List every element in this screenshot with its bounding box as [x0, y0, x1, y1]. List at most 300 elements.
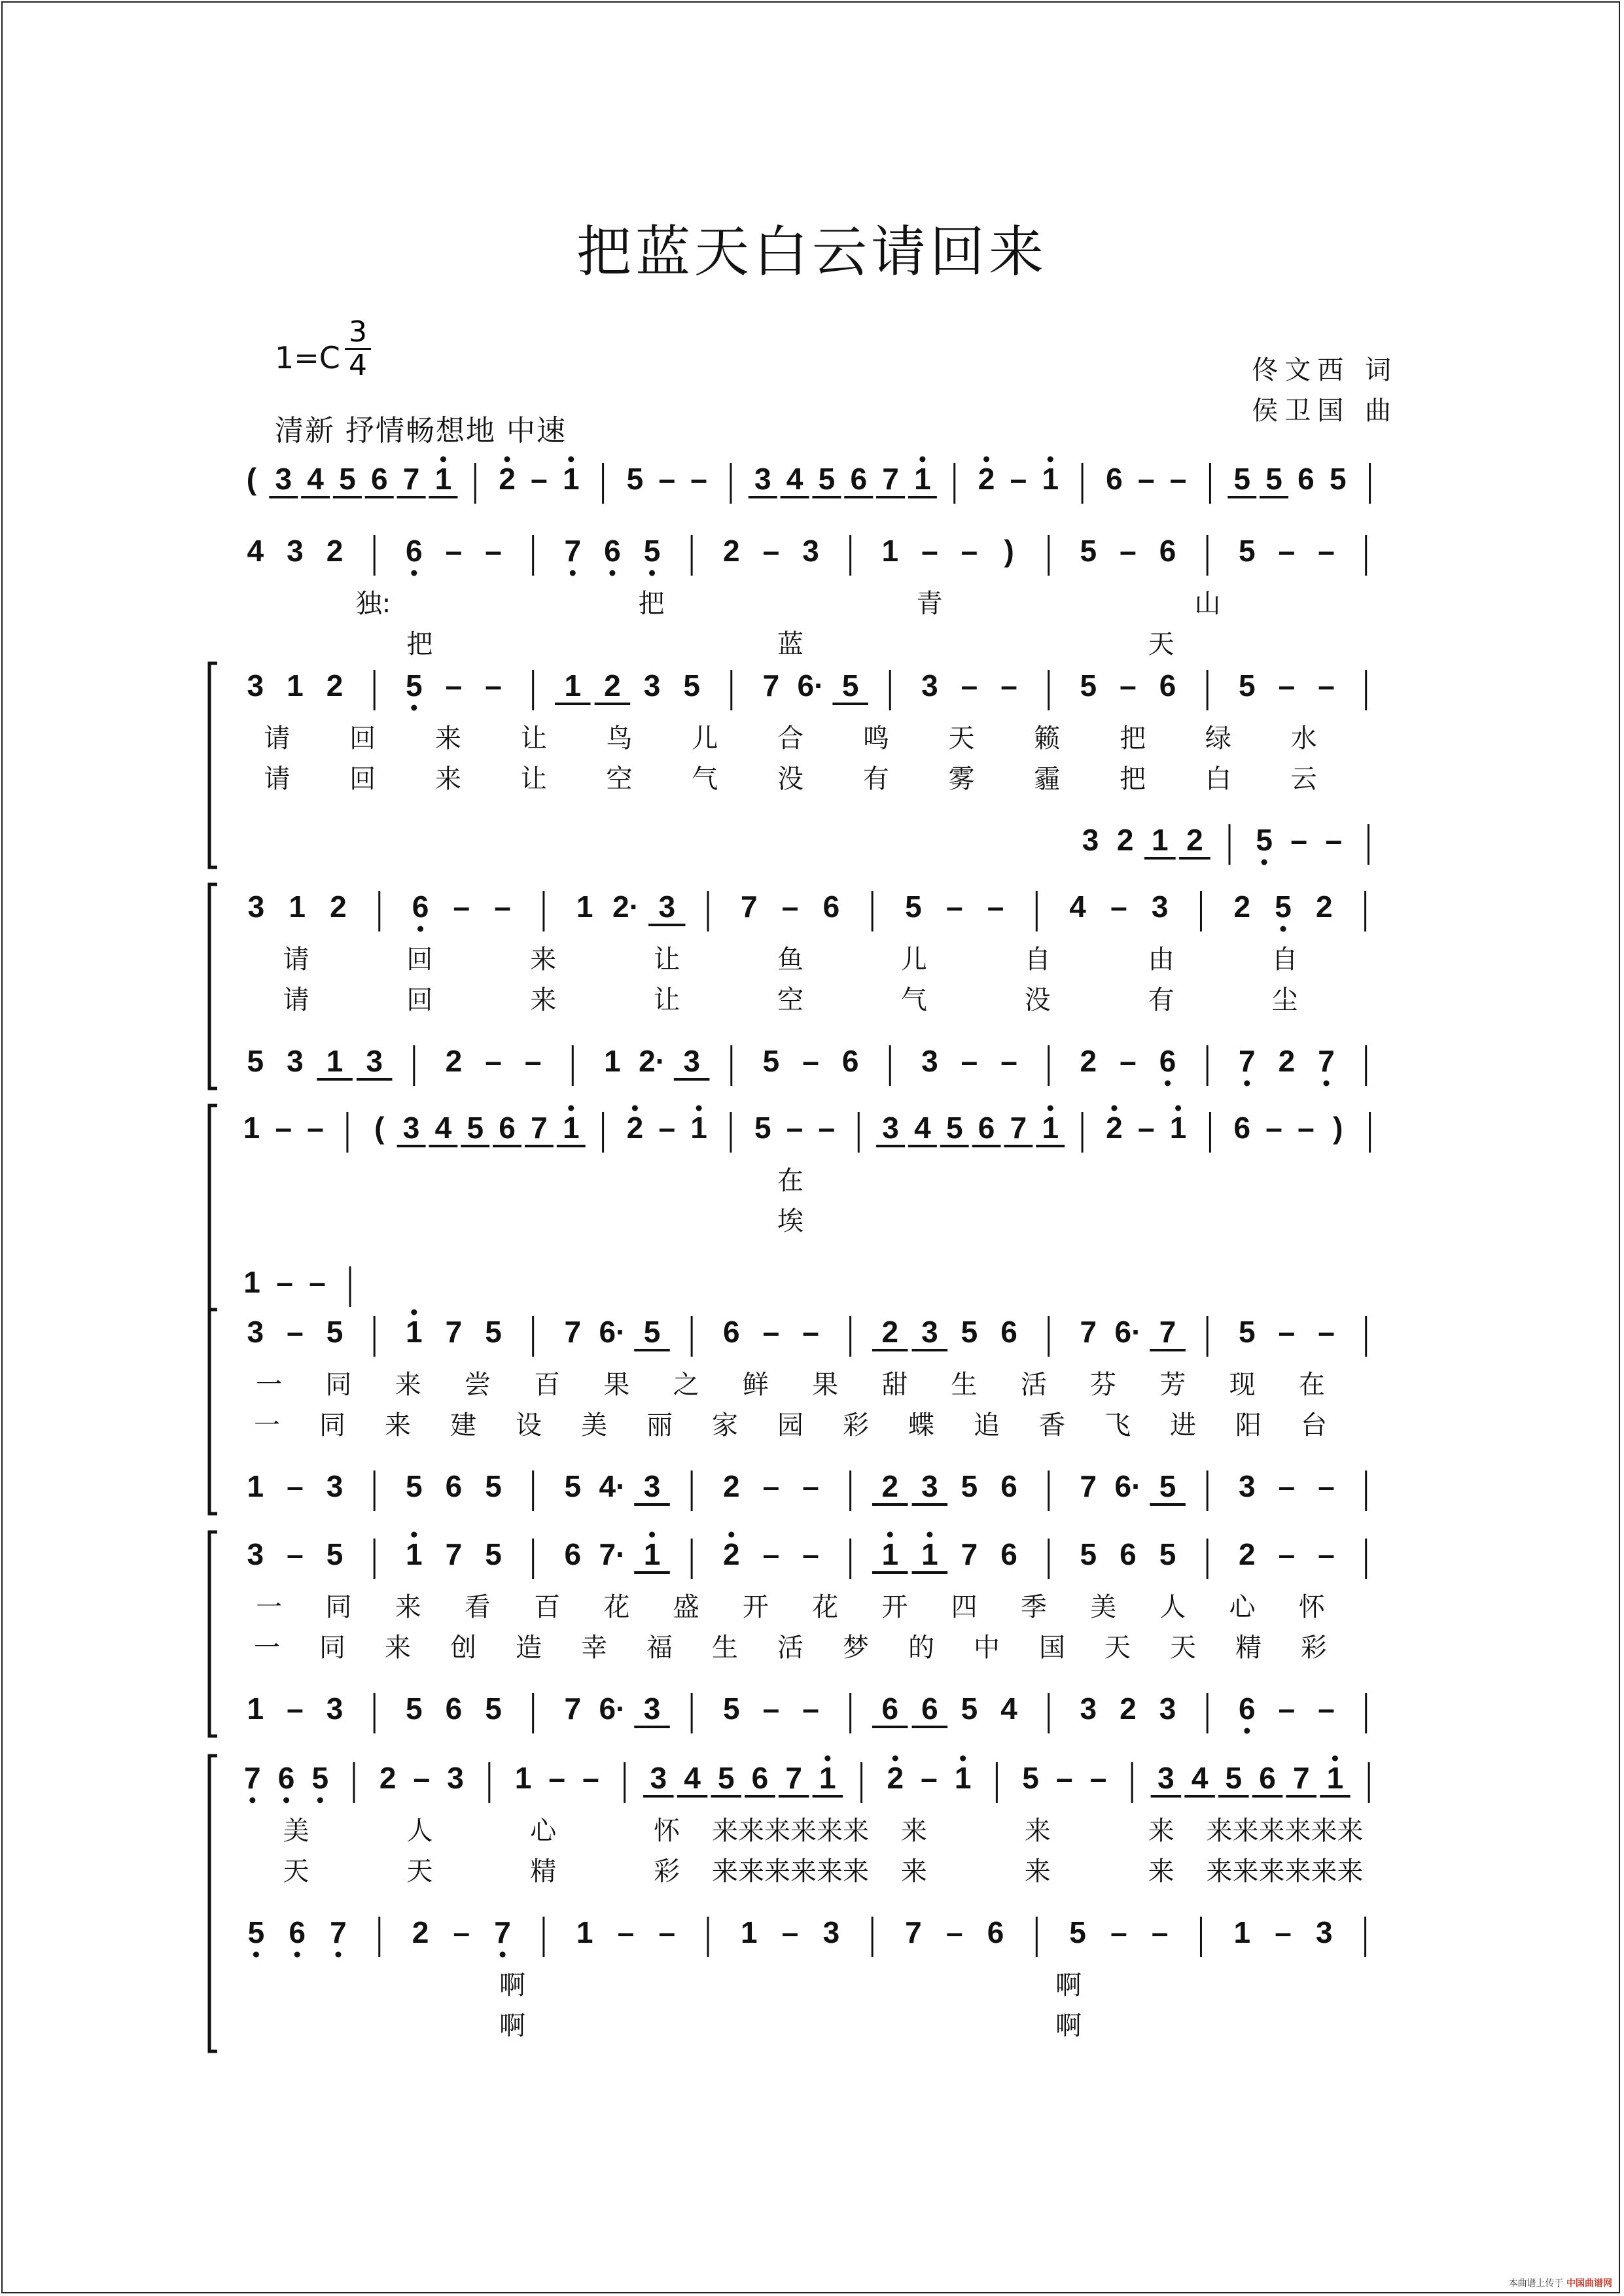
note: 6 [405, 534, 423, 568]
dash-symbol: – [921, 1761, 938, 1795]
lyric-text: 人 [406, 1816, 433, 1846]
dash-symbol: – [921, 534, 938, 568]
note: 5 [961, 1692, 978, 1726]
note: 4 [1000, 1692, 1017, 1726]
lyric-text: 自 [1271, 945, 1298, 975]
lyric-text: 进 [1170, 1410, 1196, 1440]
dash-symbol: – [658, 1111, 676, 1145]
note: 2 [604, 669, 621, 703]
note: 2· [612, 890, 639, 924]
octave-up-dot [927, 1532, 932, 1538]
dash-symbol: – [1120, 534, 1137, 568]
note: 5 [564, 1469, 582, 1503]
dash-symbol: – [1010, 462, 1027, 496]
dash-symbol: – [1278, 1315, 1296, 1349]
note: 5 [247, 1915, 265, 1949]
dash-symbol: – [617, 1915, 635, 1949]
octave-down-dot [1280, 926, 1286, 932]
lyric-text: 来 [385, 1633, 411, 1663]
lyric-text: 彩 [843, 1410, 869, 1440]
lyric-text: 台 [1301, 1410, 1327, 1440]
note: 5 [326, 1315, 344, 1349]
dash-symbol: – [802, 1537, 819, 1571]
note: 6· [599, 1692, 626, 1726]
note: 6 [1259, 1761, 1276, 1795]
lyric-text: 来 [1024, 1856, 1051, 1887]
lyric-text: 鲜 [742, 1370, 769, 1400]
note: 1 [914, 462, 931, 496]
note: 1 [604, 1044, 621, 1078]
dash-symbol: – [1318, 1315, 1335, 1349]
octave-up-dot [568, 457, 574, 462]
lyric-text: 来来来来来来 [1206, 1856, 1364, 1887]
lyric-text: 来 [385, 1410, 411, 1440]
lyric-text: 云 [1290, 764, 1317, 794]
dash-symbol: – [287, 1692, 304, 1726]
dash-symbol: – [762, 1537, 780, 1571]
lyric-text: 请 [283, 985, 309, 1015]
time-signature-bottom: 4 [349, 349, 367, 382]
lyric-text: 建 [450, 1410, 476, 1440]
note: 6 [978, 1111, 995, 1145]
note: 3 [643, 1692, 661, 1726]
note: 1 [1233, 1915, 1251, 1949]
note: 6 [751, 1761, 769, 1795]
lyric-text: 来 [1148, 1816, 1174, 1846]
lyric-text: 天 [1170, 1633, 1196, 1663]
lyric-text: 啊 [499, 1970, 525, 2000]
note: 5 [1256, 823, 1273, 857]
note: 5 [1239, 669, 1256, 703]
note: 3 [247, 890, 265, 924]
dash-symbol: – [945, 890, 963, 924]
note: 2 [1120, 1692, 1137, 1726]
dash-symbol: – [802, 1044, 819, 1078]
note: 1 [881, 534, 899, 568]
note: 5 [405, 669, 423, 703]
lyric-text: 香 [1039, 1410, 1065, 1440]
lyric-text: 美 [1090, 1592, 1117, 1622]
note: 7 [330, 1915, 347, 1949]
dash-symbol: – [1290, 823, 1308, 857]
dash-symbol: – [309, 1265, 326, 1299]
dash-symbol: – [453, 1915, 470, 1949]
dash-symbol: – [961, 1044, 978, 1078]
octave-down-dot [283, 1798, 289, 1803]
lyric-text: 埃 [777, 1206, 803, 1236]
note: 5 [762, 1044, 780, 1078]
lyric-text: 霾 [1034, 764, 1061, 794]
lyric-text: 没 [777, 764, 803, 794]
lyric-text: 美 [581, 1410, 607, 1440]
note: 3 [802, 534, 819, 568]
dash-symbol: – [1318, 534, 1335, 568]
lyric-text: 中 [974, 1633, 1000, 1663]
note: 3 [1159, 1692, 1176, 1726]
note: 3 [643, 669, 661, 703]
note: 2 [722, 1469, 740, 1503]
lyric-text: 幸 [581, 1633, 607, 1663]
note: 3 [1082, 823, 1099, 857]
lyric-text: 天 [406, 1856, 433, 1887]
footer-text: 本曲谱上传于 [1508, 2278, 1564, 2289]
note: 2 [1239, 1537, 1256, 1571]
lyric-text: 设 [516, 1410, 542, 1440]
lyric-text: 回 [406, 985, 433, 1015]
octave-down-dot [317, 1798, 323, 1803]
paren-symbol: ) [1004, 534, 1014, 568]
dash-symbol: – [1318, 1469, 1335, 1503]
note: 5 [1233, 462, 1251, 496]
note: 7 [785, 1761, 802, 1795]
note: 7 [882, 462, 899, 496]
dash-symbol: – [1151, 1915, 1169, 1949]
note: 3 [366, 1044, 383, 1078]
lyric-text: 回 [349, 723, 376, 754]
note: 1 [643, 1537, 661, 1571]
note: 6 [921, 1692, 938, 1726]
dash-symbol: – [762, 1469, 780, 1503]
dash-symbol: – [485, 1044, 502, 1078]
note: 5 [311, 1761, 329, 1795]
octave-up-dot [887, 1532, 893, 1538]
lyric-text: 同 [325, 1592, 352, 1622]
note: 1 [741, 1915, 758, 1949]
note: 7 [1080, 1469, 1097, 1503]
note: 5 [1239, 1315, 1256, 1349]
lyric-text: 四 [951, 1592, 978, 1622]
note: 3 [921, 1469, 938, 1503]
lyric-text: 水 [1290, 723, 1317, 754]
note: 6· [1114, 1315, 1142, 1349]
octave-down-dot [609, 570, 615, 576]
note: 3 [643, 1469, 661, 1503]
octave-up-dot [892, 1756, 898, 1762]
note: 5 [841, 669, 859, 703]
note: 2 [1106, 1111, 1123, 1145]
lyric-text: 的 [908, 1633, 934, 1663]
lyric-text: 百 [534, 1592, 561, 1622]
note: 3 [1157, 1761, 1174, 1795]
lyric-text: 天 [1104, 1633, 1131, 1663]
octave-up-dot [1048, 1105, 1053, 1111]
dash-symbol: – [961, 669, 978, 703]
octave-up-dot [411, 1310, 417, 1315]
note: 5 [818, 462, 836, 496]
note: 3 [650, 1761, 667, 1795]
note: 7 [445, 1315, 463, 1349]
note: 2 [887, 1761, 904, 1795]
note: 7 [445, 1537, 463, 1571]
dash-symbol: – [818, 1111, 836, 1145]
lyric-text: 让 [654, 985, 680, 1015]
note: 2 [330, 890, 347, 924]
note: 7 [1292, 1761, 1310, 1795]
note: 5 [1069, 1915, 1086, 1949]
octave-down-dot [411, 705, 417, 711]
lyric-text: 把 [1120, 764, 1146, 794]
note: 5 [1080, 534, 1097, 568]
note: 2 [1080, 1044, 1097, 1078]
note: 6 [1233, 1111, 1251, 1145]
note: 5 [683, 669, 700, 703]
dash-symbol: – [945, 1915, 963, 1949]
note: 3 [326, 1692, 344, 1726]
note: 4 [1191, 1761, 1209, 1795]
lyric-text: 芬 [1090, 1370, 1117, 1400]
lyric-text: 尘 [1271, 985, 1298, 1015]
dash-symbol: – [1318, 1692, 1335, 1726]
dash-symbol: – [1110, 890, 1127, 924]
note: 3 [402, 1111, 420, 1145]
note: 5 [1225, 1761, 1243, 1795]
lyric-text: 飞 [1104, 1410, 1131, 1440]
octave-down-dot [294, 1952, 300, 1958]
dash-symbol: – [1275, 1915, 1292, 1949]
dash-symbol: – [802, 1692, 819, 1726]
note: 5 [905, 890, 922, 924]
octave-up-dot [1111, 1105, 1117, 1111]
note: 6 [412, 890, 429, 924]
lyric-text: 来来来来来来 [1206, 1816, 1364, 1846]
lyric-text: 把 [1120, 723, 1146, 754]
lyric-text: 生 [951, 1370, 978, 1400]
note: 1 [576, 890, 593, 924]
note: 2 [1278, 1044, 1296, 1078]
note: 7 [564, 1692, 582, 1726]
lyric-text: 来 [900, 1816, 927, 1846]
note: 2 [978, 462, 995, 496]
note: 3 [921, 669, 938, 703]
note: 3 [247, 1537, 264, 1571]
lyric-text: 天 [283, 1856, 309, 1887]
lyric-text: 来 [530, 985, 557, 1015]
dash-symbol: – [1110, 1915, 1127, 1949]
note: 4 [684, 1761, 701, 1795]
note: 6 [277, 1761, 295, 1795]
note: 5 [1239, 534, 1256, 568]
octave-up-dot [1048, 457, 1053, 462]
dash-symbol: – [445, 669, 463, 703]
dash-symbol: – [802, 1469, 819, 1503]
note: 6· [797, 669, 824, 703]
note: 2 [1116, 823, 1134, 857]
note: 7 [741, 890, 758, 924]
note: 4 [786, 462, 803, 496]
lyric-text: 啊 [1055, 1970, 1082, 2000]
note: 1 [1042, 1111, 1059, 1145]
note: 6 [499, 1111, 516, 1145]
octave-down-dot [649, 570, 655, 576]
lyric-text: 美 [283, 1816, 309, 1846]
lyric-text: 一 [256, 1370, 283, 1400]
dash-symbol: – [287, 1469, 304, 1503]
lyric-text: 福 [646, 1633, 673, 1663]
note: 5 [405, 1469, 423, 1503]
dash-symbol: – [961, 534, 978, 568]
lyric-text: 雾 [948, 764, 975, 794]
note: 5 [485, 1469, 502, 1503]
note: 6 [722, 1315, 740, 1349]
note: 5 [722, 1692, 740, 1726]
upload-footer [1509, 2276, 1612, 2289]
lyric-text: 天 [948, 723, 975, 754]
lyric-text: 看 [464, 1592, 491, 1622]
dash-symbol: – [485, 669, 502, 703]
note: 6 [604, 534, 621, 568]
dash-symbol: – [1089, 1761, 1107, 1795]
note: 3 [658, 890, 676, 924]
dash-symbol: – [445, 534, 463, 568]
octave-down-dot [1244, 1081, 1250, 1087]
lyric-text: 来 [395, 1592, 421, 1622]
note: 7· [599, 1537, 626, 1571]
lyric-text: 活 [777, 1633, 803, 1663]
note: 1 [243, 1111, 260, 1145]
lyric-text: 活 [1020, 1370, 1047, 1400]
note: 2 [722, 1537, 740, 1571]
lyric-text: 同 [325, 1370, 352, 1400]
system-bracket [209, 663, 217, 867]
lyric-text: 百 [534, 1370, 561, 1400]
lyric-text: 来来来来来来 [712, 1856, 869, 1887]
note: 3 [326, 1469, 344, 1503]
lyric-text: 合 [777, 723, 803, 754]
octave-down-dot [411, 570, 417, 576]
lyric-text: 气 [692, 764, 718, 794]
lyric-text: 盛 [673, 1592, 699, 1622]
lyric-text: 在 [777, 1166, 803, 1196]
note: 3 [287, 1044, 304, 1078]
octave-up-dot [960, 1756, 966, 1762]
note: 7 [402, 462, 420, 496]
note: 2· [639, 1044, 665, 1078]
note: 4 [1069, 890, 1086, 924]
note: 6 [370, 462, 388, 496]
dash-symbol: – [582, 1761, 599, 1795]
octave-up-dot [824, 1756, 830, 1762]
note: 5 [643, 1315, 661, 1349]
note: 6· [1114, 1469, 1142, 1503]
note: 6· [599, 1315, 626, 1349]
lyric-text: 一 [254, 1410, 280, 1440]
note: 7 [1239, 1044, 1256, 1078]
lyric-text: 白 [1205, 764, 1231, 794]
lyric-text: 由 [1148, 945, 1174, 975]
lyric-text: 心 [1229, 1592, 1256, 1622]
octave-down-dot [253, 1952, 259, 1958]
lyric-text: 鱼 [777, 945, 803, 975]
dash-symbol: – [802, 1315, 819, 1349]
note: 1 [1151, 823, 1169, 857]
lyric-text: 天 [1148, 629, 1174, 659]
note: 1 [564, 669, 582, 703]
system-bracket [209, 1310, 217, 1514]
dash-symbol: – [1000, 1044, 1017, 1078]
dash-symbol: – [1120, 669, 1137, 703]
lyric-text: 果 [812, 1370, 839, 1400]
note: 7 [531, 1111, 548, 1145]
dash-symbol: – [1169, 462, 1187, 496]
note: 1 [690, 1111, 707, 1145]
dash-symbol: – [413, 1761, 431, 1795]
song-title: 把蓝天白云请回来 [576, 220, 1048, 284]
lyric-text: 气 [900, 985, 927, 1015]
lyric-text: 儿 [692, 723, 718, 754]
note: 6 [289, 1915, 306, 1949]
note: 1 [954, 1761, 972, 1795]
note: 7 [1010, 1111, 1027, 1145]
lyric-text: 人 [1159, 1592, 1186, 1622]
note: 7 [244, 1761, 261, 1795]
lyric-text: 来 [395, 1370, 421, 1400]
note: 7 [564, 534, 582, 568]
lyric-text: 来 [434, 764, 461, 794]
note: 3 [287, 534, 304, 568]
dash-symbol: – [287, 1537, 304, 1571]
note: 6 [987, 1915, 1004, 1949]
dash-symbol: – [762, 534, 780, 568]
lyric-text: 儿 [900, 945, 927, 975]
note: 7 [564, 1315, 582, 1349]
paren-symbol: ( [374, 1111, 385, 1145]
note: 7 [1318, 1044, 1335, 1078]
octave-up-dot [1332, 1756, 1338, 1762]
octave-down-dot [500, 1952, 506, 1958]
dash-symbol: – [1137, 1111, 1155, 1145]
note: 2 [881, 1469, 899, 1503]
note: 5 [717, 1761, 735, 1795]
footer-brand: 中国曲谱网 [1566, 2278, 1612, 2289]
note: 4 [247, 534, 264, 568]
note: 5 [1080, 1537, 1097, 1571]
note: 1 [247, 1469, 264, 1503]
note: 5 [485, 1315, 502, 1349]
note: 6 [1000, 1315, 1017, 1349]
dash-symbol: – [781, 1915, 799, 1949]
note: 3 [447, 1761, 464, 1795]
octave-down-dot [417, 926, 423, 932]
lyric-text: 创 [450, 1633, 476, 1663]
lyric-text: 精 [1235, 1633, 1262, 1663]
note: 6 [1000, 1469, 1017, 1503]
lyric-text: 请 [264, 723, 291, 754]
note: 1 [287, 669, 304, 703]
dash-symbol: – [1325, 823, 1343, 857]
note: 5 [1265, 462, 1282, 496]
lyric-text: 之 [673, 1370, 699, 1400]
lyric-text: 芳 [1159, 1370, 1186, 1400]
note: 3 [822, 1915, 840, 1949]
lyric-text: 现 [1229, 1370, 1256, 1400]
dash-symbol: – [1055, 1761, 1073, 1795]
dash-symbol: – [548, 1761, 566, 1795]
lyric-text: 同 [319, 1410, 345, 1440]
lyric-text: 没 [1024, 985, 1051, 1015]
note: 7 [1159, 1315, 1176, 1349]
lyric-text: 来 [1148, 1856, 1174, 1887]
note: 1 [562, 1111, 580, 1145]
note: 2 [499, 462, 516, 496]
note: 4· [599, 1469, 626, 1503]
lyric-text: 自 [1024, 945, 1051, 975]
note: 3 [247, 669, 264, 703]
note: 2 [412, 1915, 429, 1949]
note: 7 [762, 669, 780, 703]
dash-symbol: – [1318, 669, 1335, 703]
octave-up-dot [1175, 1105, 1181, 1111]
lyric-text: 空 [777, 985, 803, 1015]
